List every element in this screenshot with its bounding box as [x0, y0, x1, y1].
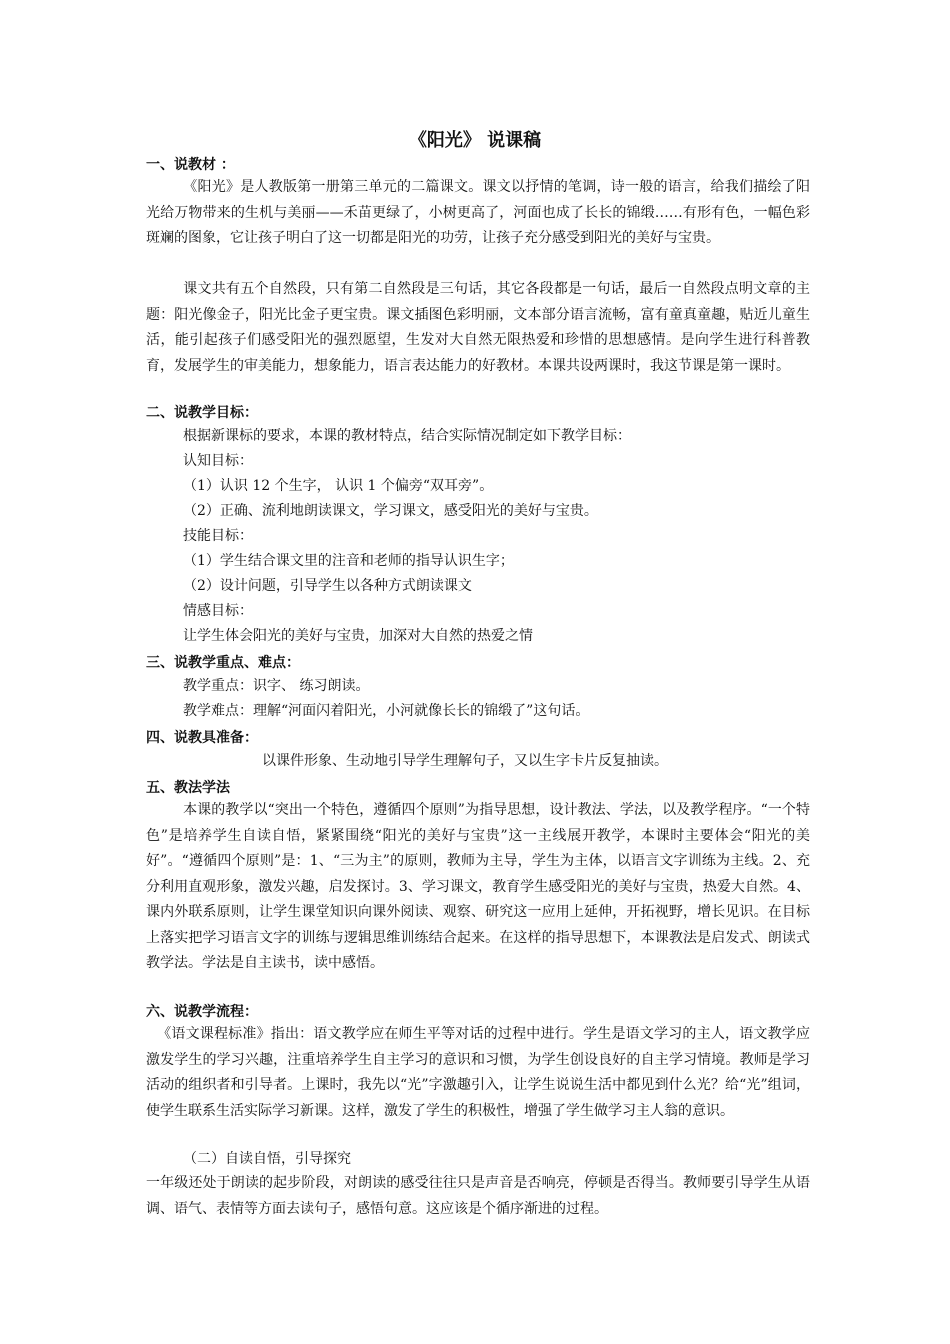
section-heading-key-points: 三、说教学重点、难点：	[146, 655, 300, 671]
skill-goal-2: （2）设计问题，引导学生以各种方式朗读课文	[183, 578, 472, 594]
teaching-aids-text: 以课件形象、生动地引导学生理解句子，又以生字卡片反复抽读。	[262, 753, 668, 769]
flow-subheading-2: （二）自读自悟，引导探究	[183, 1151, 351, 1167]
paragraph-material-structure	[146, 277, 810, 379]
difficult-point: 教学难点：理解“河面闪着阳光，小河就像长长的锦缎了”这句话。	[183, 703, 590, 719]
skill-goal-1: （1）学生结合课文里的注音和老师的指导认识生字；	[183, 553, 514, 569]
skill-goals-label: 技能目标：	[183, 528, 253, 544]
cognitive-goal-2: （2）正确、流利地朗读课文，学习课文，感受阳光的美好与宝贵。	[183, 503, 598, 519]
paragraph-text: 《语文课程标准》指出：语文教学应在师生平等对话的过程中进行。学生是语文学习的主人，语文教学应激发学生的学习兴趣，注重培养学生自主学习的意识和习惯，为学生创设良好的自主学习情境。教师是学习活动的组织者和引导者。上课时，我先以“光”字激趣引入，让学生说说生活中都见到什么光？给“光”组词，使学生联系生活实际学习新课。这样，激发了学生的积极性，增强了学生做学习主人翁的意识。	[146, 1026, 810, 1119]
key-point: 教学重点：识字、 练习朗读。	[183, 678, 370, 694]
paragraph-methods	[146, 798, 810, 977]
paragraph-text: 《阳光》是人教版第一册第三单元的二篇课文。课文以抒情的笔调，诗一般的语言，给我们描绘了阳光给万物带来的生机与美丽——禾苗更绿了，小树更高了，河面也成了长长的锦缎……有形有色，一幅色彩斑斓的图象，它让孩子明白了这一切都是阳光的功劳，让孩子充分感受到阳光的美好与宝贵。	[146, 179, 810, 246]
paragraph-text: 课文共有五个自然段，只有第二自然段是三句话，其它各段都是一句话，最后一自然段点明文章的主题：阳光像金子，阳光比金子更宝贵。课文插图色彩明丽，文本部分语言流畅，富有童真童趣，贴近儿童生活，能引起孩子们感受阳光的强烈愿望，生发对大自然无限热爱和珍惜的思想感情。是向学生进行科普教育，发展学生的审美能力，想象能力，语言表达能力的好教材。本课共设两课时，我这节课是第一课时。	[146, 281, 810, 374]
goals-intro: 根据新课标的要求，本课的教材特点，结合实际情况制定如下教学目标：	[183, 428, 631, 444]
cognitive-goals-label: 认知目标：	[183, 453, 253, 469]
section-heading-teaching-material: 一、说教材 ：	[146, 157, 235, 173]
emotion-goals-label: 情感目标：	[183, 603, 253, 619]
section-heading-teaching-aids: 四、说教具准备：	[146, 730, 258, 746]
paragraph-material-intro	[146, 175, 810, 252]
paragraph-text: 一年级还处于朗读的起步阶段，对朗读的感受往往只是声音是否响亮，停顿是否得当。教师要引导学生从语调、语气、表情等方面去读句子，感悟句意。这应该是个循序渐进的过程。	[146, 1175, 810, 1217]
section-heading-teaching-flow: 六、说教学流程：	[146, 1004, 258, 1020]
paragraph-flow-intro	[146, 1022, 810, 1124]
page-title: 《阳光》 说课稿	[408, 130, 542, 151]
emotion-goal-1: 让学生体会阳光的美好与宝贵，加深对大自然的热爱之情	[183, 628, 533, 644]
cognitive-goal-1: （1）认识 12 个生字， 认识 1 个偏旁“双耳旁”。	[183, 478, 494, 494]
paragraph-flow-reading	[146, 1171, 810, 1222]
section-heading-teaching-goals: 二、说教学目标：	[146, 405, 258, 421]
section-heading-methods: 五、教法学法	[146, 780, 230, 796]
paragraph-text: 本课的教学以“突出一个特色，遵循四个原则”为指导思想，设计教法、学法，以及教学程序。“一个特色”是培养学生自读自悟，紧紧围绕“阳光的美好与宝贵”这一主线展开教学，本课时主要体会“阳光的美好”。“遵循四个原则”是：1、“三为主”的原则，教师为主导，学生为主体，以语言文字训练为主线。2、充分利用直观形象，激发兴趣，启发探讨。3、学习课文，教育学生感受阳光的美好与宝贵，热爱大自然。4、课内外联系原则，让学生课堂知识向课外阅读、观察、研究这一应用上延伸，开拓视野，增长见识。在目标上落实把学习语言文字的训练与逻辑思维训练结合起来。在这样的指导思想下，本课教法是启发式、朗读式教学法。学法是自主读书，读中感悟。	[146, 802, 810, 971]
